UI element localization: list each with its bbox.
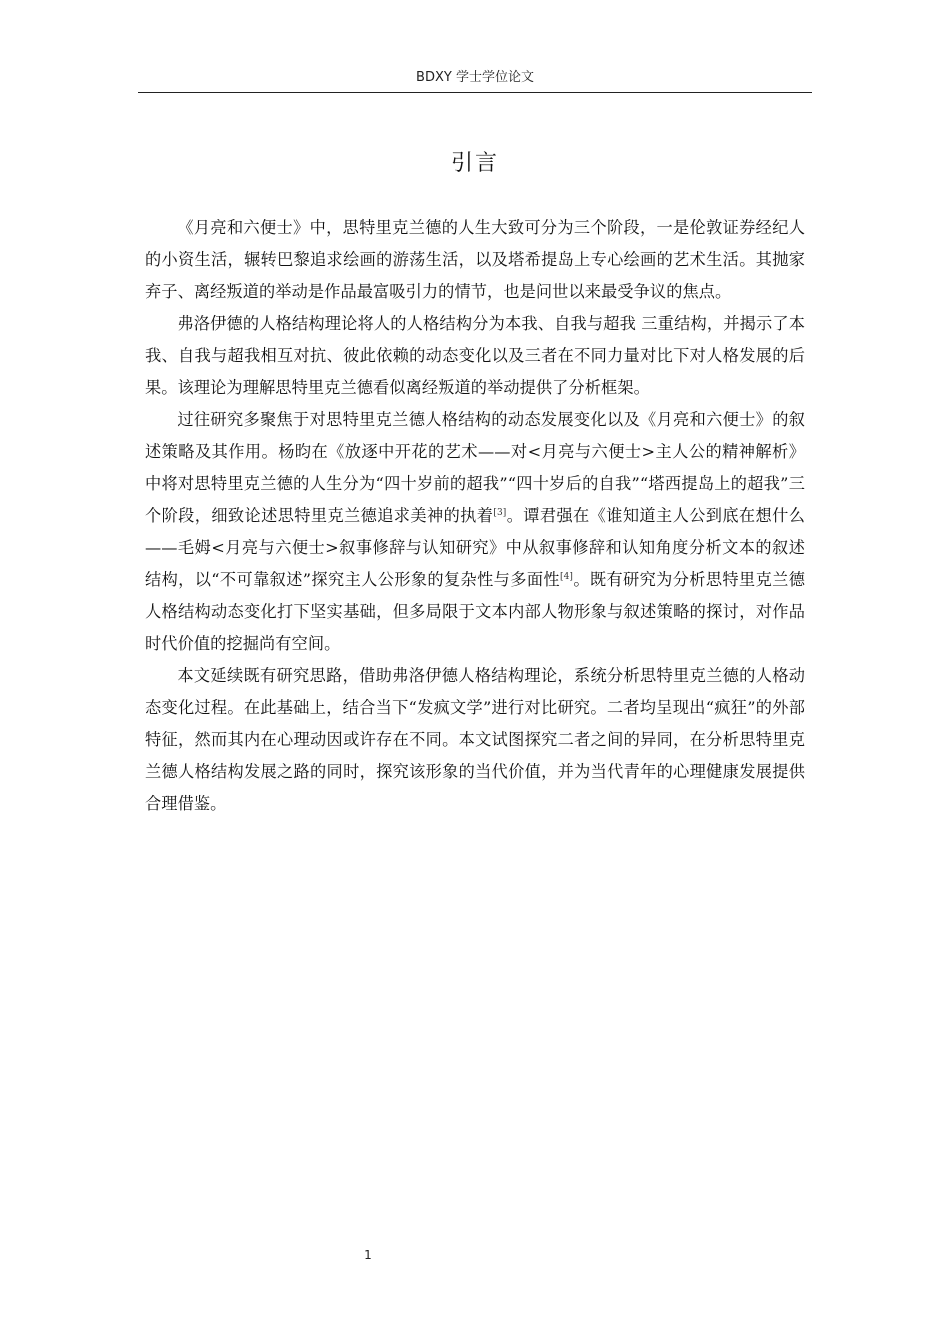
citation-ref-3: [3] — [493, 508, 507, 518]
paragraph-3-part-b: 。谭君强在《谁知道主人公到底在想什么——毛姆<月亮与六便士>叙事修辞与认知研究》中从叙事修辞和认知角度分析文本的叙述结构，以“不可靠叙述”探究主人公形象的复杂性与多面性 — [145, 506, 805, 589]
running-header: BDXY 学士学位论文 — [416, 70, 534, 85]
paragraph-2: 弗洛伊德的人格结构理论将人的人格结构分为本我、自我与超我 三重结构，并揭示了本我、自我与超我相互对抗、彼此依赖的动态变化以及三者在不同力量对比下对人格发展的后果。该理论为理解思特里克兰德看似离经叛道的举动提供了分析框架。 — [145, 314, 805, 397]
citation-ref-4: [4] — [559, 572, 574, 582]
paragraph-3 — [145, 404, 805, 660]
body-text — [145, 212, 805, 820]
paragraph-3-part-c: 。既有研究为分析思特里克兰德人格结构动态变化打下坚实基础，但多局限于文本内部人物形象与叙述策略的探讨，对作品时代价值的挖掘尚有空间。 — [145, 570, 805, 653]
section-title: 引言 — [450, 151, 499, 176]
header-divider — [138, 92, 812, 93]
paragraph-1: 《月亮和六便士》中，思特里克兰德的人生大致可分为三个阶段，一是伦敦证券经纪人的小资生活，辗转巴黎追求绘画的游荡生活，以及塔希提岛上专心绘画的艺术生活。其抛家弃子、离经叛道的举动是作品最富吸引力的情节，也是问世以来最受争议的焦点。 — [145, 218, 805, 301]
paragraph-4: 本文延续既有研究思路，借助弗洛伊德人格结构理论，系统分析思特里克兰德的人格动态变化过程。在此基础上，结合当下“发疯文学”进行对比研究。二者均呈现出“疯狂”的外部特征，然而其内在心理动因或许存在不同。本文试图探究二者之间的异同，在分析思特里克兰德人格结构发展之路的同时，探究该形象的当代价值，并为当代青年的心理健康发展提供合理借鉴。 — [145, 666, 805, 813]
paragraph-3-part-a: 过往研究多聚焦于对思特里克兰德人格结构的动态发展变化以及《月亮和六便士》的叙述策略及其作用。杨昀在《放逐中开花的艺术——对<月亮与六便士>主人公的精神解析》中将对思特里克兰德的人生分为“四十岁前的超我”“四十岁后的自我”“塔西提岛上的超我”三个阶段，细致论述思特里克兰德追求美神的执着 — [145, 410, 805, 525]
page-number: 1 — [364, 1248, 372, 1262]
